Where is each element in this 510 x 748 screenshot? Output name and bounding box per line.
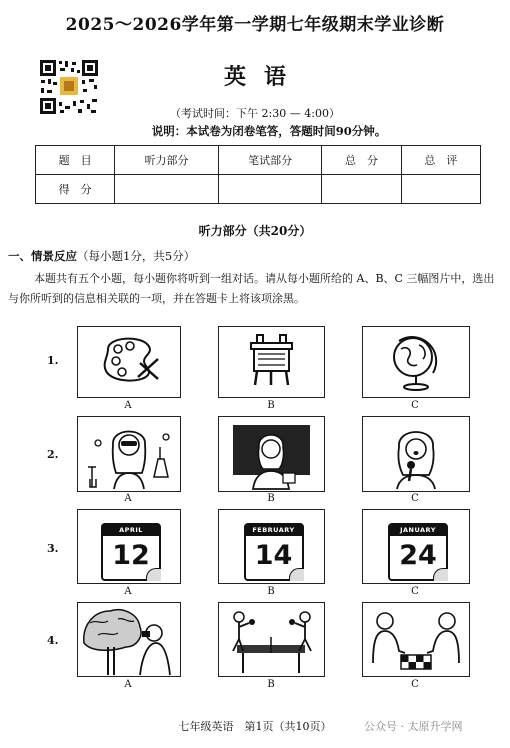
option-label: A [124,400,132,411]
table-cell: 听力部分 [115,146,219,175]
table-cell: 得 分 [36,175,115,204]
globe-icon [363,327,469,397]
table-row [36,146,481,175]
option-image-1a[interactable] [77,326,181,398]
option-image-2c[interactable] [362,416,470,492]
option-image-4a[interactable] [77,602,181,677]
score-table [35,145,481,204]
table-row [36,175,481,204]
girl-singing-icon [363,417,469,491]
student-at-board-icon [219,417,324,491]
option-image-3b[interactable] [218,509,325,584]
option-label: C [411,586,419,597]
option-label: B [267,400,275,411]
option-label: A [124,586,132,597]
chess-players-icon [363,603,469,676]
option-image-2a[interactable] [77,416,181,492]
score-blank[interactable] [218,175,322,204]
option-label: C [411,400,419,411]
table-cell: 题 目 [36,146,115,175]
question-number: 1. [47,354,59,367]
exam-time: （考试时间：下午 2:30 — 4:00） [170,107,340,120]
calendar-icon [99,517,159,577]
option-image-3a[interactable] [77,509,181,584]
calendar-day: 24 [399,539,437,571]
exam-instruction: 说明：本试卷为闭卷笔答，答题时间90分钟。 [151,124,387,138]
option-label: A [124,493,132,504]
option-label: C [411,493,419,504]
calendar-icon [386,517,446,577]
page-footer: 七年级英语 第1页（共10页） [178,720,332,733]
table-cell: 总 评 [401,146,480,175]
part-title [8,248,195,264]
option-label: C [411,679,419,690]
palette-icon [78,327,180,397]
option-image-2b[interactable] [218,416,325,492]
table-tennis-icon [219,603,324,676]
calendar-day: 14 [254,539,293,571]
calendar-day: 12 [112,539,150,571]
watermark: 公众号 · 太原升学网 [364,720,463,733]
calendar-month: FEBRUARY [246,525,302,536]
part-title-text: 一、情景反应 [8,249,77,263]
calendar-month: JANUARY [390,525,446,536]
table-cell: 笔试部分 [218,146,322,175]
question-number: 3. [47,542,59,555]
subject-title: 英语 [223,64,304,90]
option-label: B [267,493,275,504]
exam-title: 2025～2026学年第一学期七年级期末学业诊断 [65,15,445,35]
option-image-3c[interactable] [362,509,470,584]
section-title: 听力部分（共20分） [198,224,312,238]
score-blank[interactable] [115,175,219,204]
table-cell: 总 分 [322,146,401,175]
part-note: （每小题1分，共5分） [77,249,196,263]
score-blank[interactable] [401,175,480,204]
option-image-1c[interactable] [362,326,470,398]
ding-vessel-icon [219,327,324,397]
option-label: A [124,679,132,690]
option-image-4c[interactable] [362,602,470,677]
score-blank[interactable] [322,175,401,204]
bird-watcher-icon [78,603,180,676]
option-label: B [267,679,275,690]
question-number: 2. [47,448,59,461]
calendar-month: APRIL [103,525,159,536]
option-label: B [267,586,275,597]
question-number: 4. [47,634,59,647]
scientist-girl-icon [78,417,180,491]
directions-text: 本题共有五个小题，每小题你将听到一组对话。请从每小题所给的 A、B、C 三幅图片中，选出与你所听到的信息相关联的一项，并在答题卡上将该项涂黑。 [8,272,495,305]
option-image-4b[interactable] [218,602,325,677]
calendar-icon [242,517,302,577]
option-image-1b[interactable] [218,326,325,398]
